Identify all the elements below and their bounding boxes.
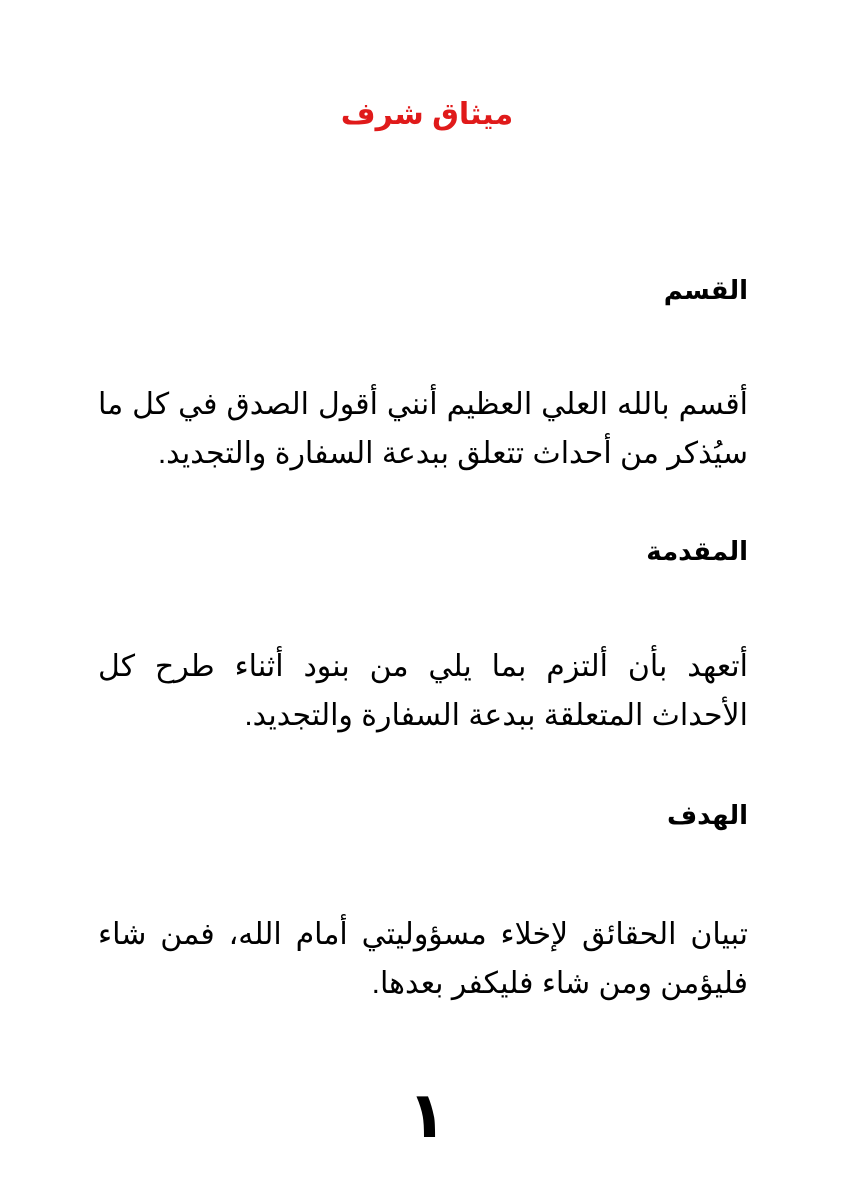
- section-heading-goal: الهدف: [666, 800, 748, 830]
- section-heading-oath: القسم: [663, 275, 748, 305]
- section-text-goal: تبيان الحقائق لإخلاء مسؤوليتي أمام الله، فمن شاء فليؤمن ومن شاء فليكفر بعدها.: [98, 918, 748, 1000]
- document-title: ميثاق شرف: [340, 98, 514, 131]
- section-text-introduction: أتعهد بأن ألتزم بما يلي من بنود أثناء طرح كل الأحداث المتعلقة ببدعة السفارة والتجديد.: [98, 650, 748, 732]
- section-heading-introduction: المقدمة: [646, 536, 748, 566]
- page-number: ١: [407, 1079, 447, 1151]
- section-text-oath: أقسم بالله العلي العظيم أنني أقول الصدق في كل ما سيُذكر من أحداث تتعلق ببدعة السفارة والتجديد.: [98, 388, 748, 470]
